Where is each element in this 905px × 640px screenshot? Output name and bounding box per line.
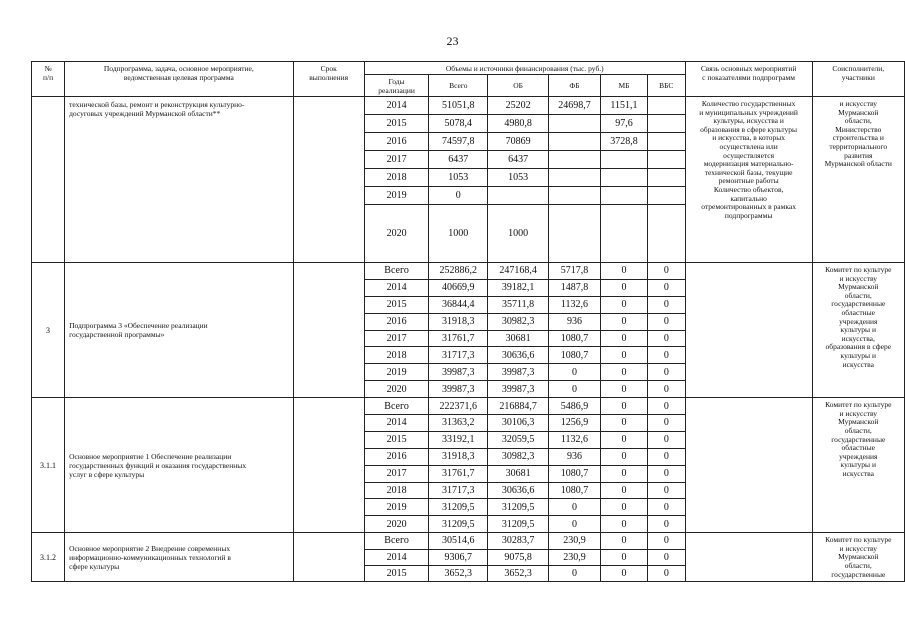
cell-mb: 0 <box>600 482 647 499</box>
header-total: Всего <box>429 75 488 97</box>
cell-mb <box>600 205 647 263</box>
cell-fb: 230,9 <box>548 549 600 565</box>
cell-ob: 39987,3 <box>488 381 549 398</box>
cell-total: 31918,3 <box>429 448 488 465</box>
cell-total: 31918,3 <box>429 313 488 330</box>
cell-vbs <box>647 97 685 115</box>
cell-mb: 0 <box>600 296 647 313</box>
header-years: Годы реализации <box>364 75 429 97</box>
row-name: Основное мероприятие 1 Обеспечение реализации государственных функций и оказания государственных услуг в сфере культуры <box>65 398 293 533</box>
cell-mb: 0 <box>600 549 647 565</box>
row-term <box>293 263 364 398</box>
financing-table <box>31 61 905 582</box>
cell-year: 2019 <box>364 499 429 516</box>
row-indicator-link <box>685 263 812 398</box>
header-term: Срок выполнения <box>293 62 364 97</box>
cell-mb: 3728,8 <box>600 133 647 151</box>
cell-fb: 0 <box>548 381 600 398</box>
cell-year: 2015 <box>364 431 429 448</box>
cell-vbs: 0 <box>647 347 685 364</box>
cell-year: 2019 <box>364 187 429 205</box>
row-term <box>293 398 364 533</box>
cell-vbs: 0 <box>647 279 685 296</box>
header-fb: ФБ <box>548 75 600 97</box>
cell-ob: 9075,8 <box>488 549 549 565</box>
header-mb: МБ <box>600 75 647 97</box>
cell-mb: 0 <box>600 465 647 482</box>
cell-year: 2014 <box>364 415 429 432</box>
cell-total: 30514,6 <box>429 533 488 549</box>
cell-vbs: 0 <box>647 516 685 533</box>
cell-vbs: 0 <box>647 565 685 581</box>
cell-fb: 230,9 <box>548 533 600 549</box>
cell-ob: 216884,7 <box>488 398 549 415</box>
cell-ob: 1000 <box>488 205 549 263</box>
row-indicator-link <box>685 398 812 533</box>
cell-year: 2014 <box>364 279 429 296</box>
header-ob: ОБ <box>488 75 549 97</box>
cell-fb: 936 <box>548 313 600 330</box>
cell-vbs <box>647 133 685 151</box>
cell-total: 36844,4 <box>429 296 488 313</box>
cell-ob: 30636,6 <box>488 482 549 499</box>
cell-year: 2015 <box>364 296 429 313</box>
row-partners: Комитет по культуре и искусству Мурманской области, государственные областные учреждения культуры и искусства <box>812 398 904 533</box>
cell-vbs <box>647 151 685 169</box>
cell-ob: 70869 <box>488 133 549 151</box>
cell-ob: 30982,3 <box>488 448 549 465</box>
cell-mb <box>600 169 647 187</box>
cell-vbs: 0 <box>647 313 685 330</box>
cell-fb: 1080,7 <box>548 465 600 482</box>
cell-total: 6437 <box>429 151 488 169</box>
cell-fb <box>548 187 600 205</box>
cell-ob: 30681 <box>488 330 549 347</box>
cell-year: 2015 <box>364 565 429 581</box>
cell-total: 1053 <box>429 169 488 187</box>
header-row-1 <box>32 62 905 75</box>
cell-ob: 1053 <box>488 169 549 187</box>
cell-fb: 5717,8 <box>548 263 600 280</box>
cell-year: 2014 <box>364 97 429 115</box>
row-indicator-link <box>685 533 812 582</box>
cell-mb: 0 <box>600 499 647 516</box>
cell-mb <box>600 187 647 205</box>
cell-fb <box>548 169 600 187</box>
cell-total: 31717,3 <box>429 482 488 499</box>
cell-year: 2018 <box>364 169 429 187</box>
cell-fb: 1132,6 <box>548 296 600 313</box>
header-funding: Объемы и источники финансирования (тыс. руб.) <box>364 62 685 75</box>
cell-vbs: 0 <box>647 482 685 499</box>
cell-mb: 1151,1 <box>600 97 647 115</box>
row-name: Подпрограмма 3 «Обеспечение реализации государственной программы» <box>65 263 293 398</box>
cell-total: 39987,3 <box>429 381 488 398</box>
cell-year: 2017 <box>364 151 429 169</box>
cell-fb <box>548 115 600 133</box>
cell-ob: 3652,3 <box>488 565 549 581</box>
cell-total: 31209,5 <box>429 499 488 516</box>
cell-mb: 0 <box>600 347 647 364</box>
cell-fb: 0 <box>548 499 600 516</box>
cell-mb: 0 <box>600 330 647 347</box>
cell-mb: 0 <box>600 565 647 581</box>
cell-year: 2020 <box>364 205 429 263</box>
cell-total: 74597,8 <box>429 133 488 151</box>
cell-vbs: 0 <box>647 448 685 465</box>
table-row <box>32 97 905 115</box>
cell-year: 2016 <box>364 313 429 330</box>
cell-vbs: 0 <box>647 465 685 482</box>
cell-fb <box>548 205 600 263</box>
cell-ob: 30681 <box>488 465 549 482</box>
cell-total: 31761,7 <box>429 465 488 482</box>
row-name: технической базы, ремонт и реконструкция культурно- досуговых учреждений Мурманской области** <box>65 97 293 263</box>
cell-vbs: 0 <box>647 431 685 448</box>
cell-mb: 0 <box>600 381 647 398</box>
cell-mb: 97,6 <box>600 115 647 133</box>
cell-total: 5078,4 <box>429 115 488 133</box>
cell-year: Всего <box>364 263 429 280</box>
cell-ob: 32059,5 <box>488 431 549 448</box>
cell-vbs: 0 <box>647 499 685 516</box>
cell-fb: 0 <box>548 565 600 581</box>
cell-vbs: 0 <box>647 381 685 398</box>
cell-total: 9306,7 <box>429 549 488 565</box>
cell-year: 2018 <box>364 482 429 499</box>
cell-vbs <box>647 187 685 205</box>
page-number: 23 <box>446 34 459 48</box>
cell-ob <box>488 187 549 205</box>
cell-ob: 247168,4 <box>488 263 549 280</box>
cell-year: 2019 <box>364 364 429 381</box>
cell-fb: 0 <box>548 364 600 381</box>
cell-vbs: 0 <box>647 364 685 381</box>
row-index: 3.1.1 <box>32 398 65 533</box>
cell-ob: 4980,8 <box>488 115 549 133</box>
cell-fb: 0 <box>548 516 600 533</box>
cell-year: Всего <box>364 398 429 415</box>
cell-mb: 0 <box>600 533 647 549</box>
cell-total: 31363,2 <box>429 415 488 432</box>
cell-fb: 1080,7 <box>548 482 600 499</box>
cell-mb: 0 <box>600 263 647 280</box>
cell-year: 2014 <box>364 549 429 565</box>
cell-vbs <box>647 169 685 187</box>
cell-mb: 0 <box>600 448 647 465</box>
cell-fb <box>548 151 600 169</box>
cell-total: 51051,8 <box>429 97 488 115</box>
header-vbs: ВБС <box>647 75 685 97</box>
cell-ob: 31209,5 <box>488 499 549 516</box>
cell-year: 2017 <box>364 330 429 347</box>
cell-fb: 1487,8 <box>548 279 600 296</box>
cell-total: 0 <box>429 187 488 205</box>
cell-mb: 0 <box>600 516 647 533</box>
cell-year: 2017 <box>364 465 429 482</box>
cell-mb: 0 <box>600 431 647 448</box>
cell-vbs <box>647 205 685 263</box>
cell-fb: 5486,9 <box>548 398 600 415</box>
header-num: № п/п <box>32 62 65 97</box>
cell-fb: 936 <box>548 448 600 465</box>
cell-ob: 31209,5 <box>488 516 549 533</box>
cell-vbs: 0 <box>647 415 685 432</box>
cell-vbs <box>647 115 685 133</box>
cell-vbs: 0 <box>647 330 685 347</box>
cell-total: 3652,3 <box>429 565 488 581</box>
table-row <box>32 533 905 549</box>
table-row <box>32 263 905 280</box>
cell-total: 1000 <box>429 205 488 263</box>
cell-mb: 0 <box>600 415 647 432</box>
header-link: Связь основных мероприятий с показателями подпрограмм <box>685 62 812 97</box>
row-partners: Комитет по культуре и искусству Мурманской области, государственные <box>812 533 904 582</box>
row-term <box>293 533 364 582</box>
cell-ob: 39182,1 <box>488 279 549 296</box>
cell-year: 2018 <box>364 347 429 364</box>
cell-ob: 30982,3 <box>488 313 549 330</box>
cell-total: 222371,6 <box>429 398 488 415</box>
cell-ob: 6437 <box>488 151 549 169</box>
row-index: 3.1.2 <box>32 533 65 582</box>
table-row <box>32 398 905 415</box>
row-term <box>293 97 364 263</box>
cell-total: 39987,3 <box>429 364 488 381</box>
row-index <box>32 97 65 263</box>
row-partners: Комитет по культуре и искусству Мурманской области, государственные областные учреждения культуры и искусства, образования в сфере культуры и искусства <box>812 263 904 398</box>
cell-mb: 0 <box>600 279 647 296</box>
cell-fb: 1132,6 <box>548 431 600 448</box>
cell-total: 31717,3 <box>429 347 488 364</box>
cell-year: 2015 <box>364 115 429 133</box>
cell-ob: 25202 <box>488 97 549 115</box>
cell-vbs: 0 <box>647 296 685 313</box>
cell-total: 31761,7 <box>429 330 488 347</box>
cell-ob: 30636,6 <box>488 347 549 364</box>
cell-fb: 1080,7 <box>548 347 600 364</box>
cell-vbs: 0 <box>647 533 685 549</box>
cell-ob: 39987,3 <box>488 364 549 381</box>
cell-fb <box>548 133 600 151</box>
row-indicator-link: Количество государственных и муниципальных учреждений культуры, искусства и образования в сфере культуры и искусства, в которых осуществлена или осуществляется модернизация материально- технической базы, текущие ремонтные работы Количество объектов, капитально отремонтированных в рамках подпрограммы <box>685 97 812 263</box>
cell-year: 2016 <box>364 133 429 151</box>
cell-mb: 0 <box>600 364 647 381</box>
row-index: 3 <box>32 263 65 398</box>
cell-vbs: 0 <box>647 549 685 565</box>
row-name: Основное мероприятие 2 Внедрение современных информационно-коммуникационных технологий в сфере культуры <box>65 533 293 582</box>
cell-mb: 0 <box>600 398 647 415</box>
row-partners: и искусству Мурманской области, Министерство строительства и территориального развития Мурманской области <box>812 97 904 263</box>
cell-mb <box>600 151 647 169</box>
cell-ob: 30283,7 <box>488 533 549 549</box>
header-program: Подпрограмма, задача, основное мероприятие, ведомственная целевая программа <box>65 62 293 97</box>
cell-ob: 30106,3 <box>488 415 549 432</box>
cell-total: 252886,2 <box>429 263 488 280</box>
cell-year: 2020 <box>364 381 429 398</box>
cell-fb: 24698,7 <box>548 97 600 115</box>
cell-fb: 1080,7 <box>548 330 600 347</box>
cell-year: 2016 <box>364 448 429 465</box>
cell-year: Всего <box>364 533 429 549</box>
cell-mb: 0 <box>600 313 647 330</box>
cell-total: 33192,1 <box>429 431 488 448</box>
cell-vbs: 0 <box>647 398 685 415</box>
cell-total: 31209,5 <box>429 516 488 533</box>
cell-total: 40669,9 <box>429 279 488 296</box>
cell-ob: 35711,8 <box>488 296 549 313</box>
header-partners: Соисполнители, участники <box>812 62 904 97</box>
cell-fb: 1256,9 <box>548 415 600 432</box>
cell-vbs: 0 <box>647 263 685 280</box>
cell-year: 2020 <box>364 516 429 533</box>
